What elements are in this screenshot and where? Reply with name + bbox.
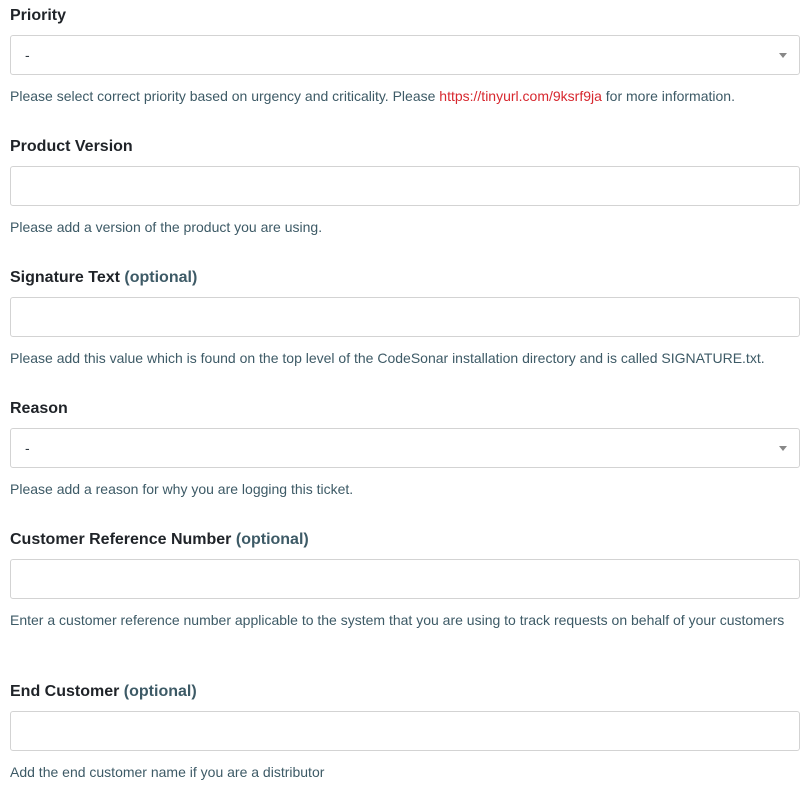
product-version-label: Product Version [10, 138, 133, 155]
reason-selected-value: - [25, 440, 30, 456]
signature-text-input[interactable] [10, 297, 800, 337]
end-customer-label: End Customer (optional) [10, 683, 197, 700]
signature-text-label: Signature Text (optional) [10, 269, 198, 286]
customer-reference-number-input[interactable] [10, 559, 800, 599]
chevron-down-icon [779, 53, 787, 58]
priority-select[interactable] [10, 35, 800, 75]
end-customer-input[interactable] [10, 711, 800, 751]
optional-tag: (optional) [123, 683, 197, 700]
product-version-field [10, 137, 800, 235]
reason-select[interactable] [10, 428, 800, 468]
reason-field [10, 399, 800, 497]
priority-field [10, 6, 800, 104]
priority-info-link[interactable]: https://tinyurl.com/9ksrf9ja [439, 88, 602, 104]
signature-text-hint: Please add this value which is found on the top level of the CodeSonar installation directory and is called SIGNATURE.txt. [10, 350, 765, 366]
customer-reference-number-field [10, 530, 800, 628]
product-version-input[interactable] [10, 166, 800, 206]
reason-hint: Please add a reason for why you are logging this ticket. [10, 481, 354, 497]
customer-reference-number-label: Customer Reference Number (optional) [10, 531, 309, 548]
priority-hint: Please select correct priority based on urgency and criticality. Please https://tinyurl.com/9ksrf9ja for more information. [10, 88, 735, 104]
optional-tag: (optional) [124, 269, 198, 286]
reason-label: Reason [10, 400, 68, 417]
priority-label: Priority [10, 7, 67, 24]
optional-tag: (optional) [235, 531, 309, 548]
end-customer-field [10, 682, 800, 780]
end-customer-hint: Add the end customer name if you are a distributor [10, 764, 325, 780]
customer-reference-number-hint: Enter a customer reference number applicable to the system that you are using to track requests on behalf of your customers [10, 612, 785, 628]
priority-selected-value: - [25, 47, 30, 63]
signature-text-field [10, 268, 800, 366]
chevron-down-icon [779, 446, 787, 451]
product-version-hint: Please add a version of the product you are using. [10, 219, 323, 235]
